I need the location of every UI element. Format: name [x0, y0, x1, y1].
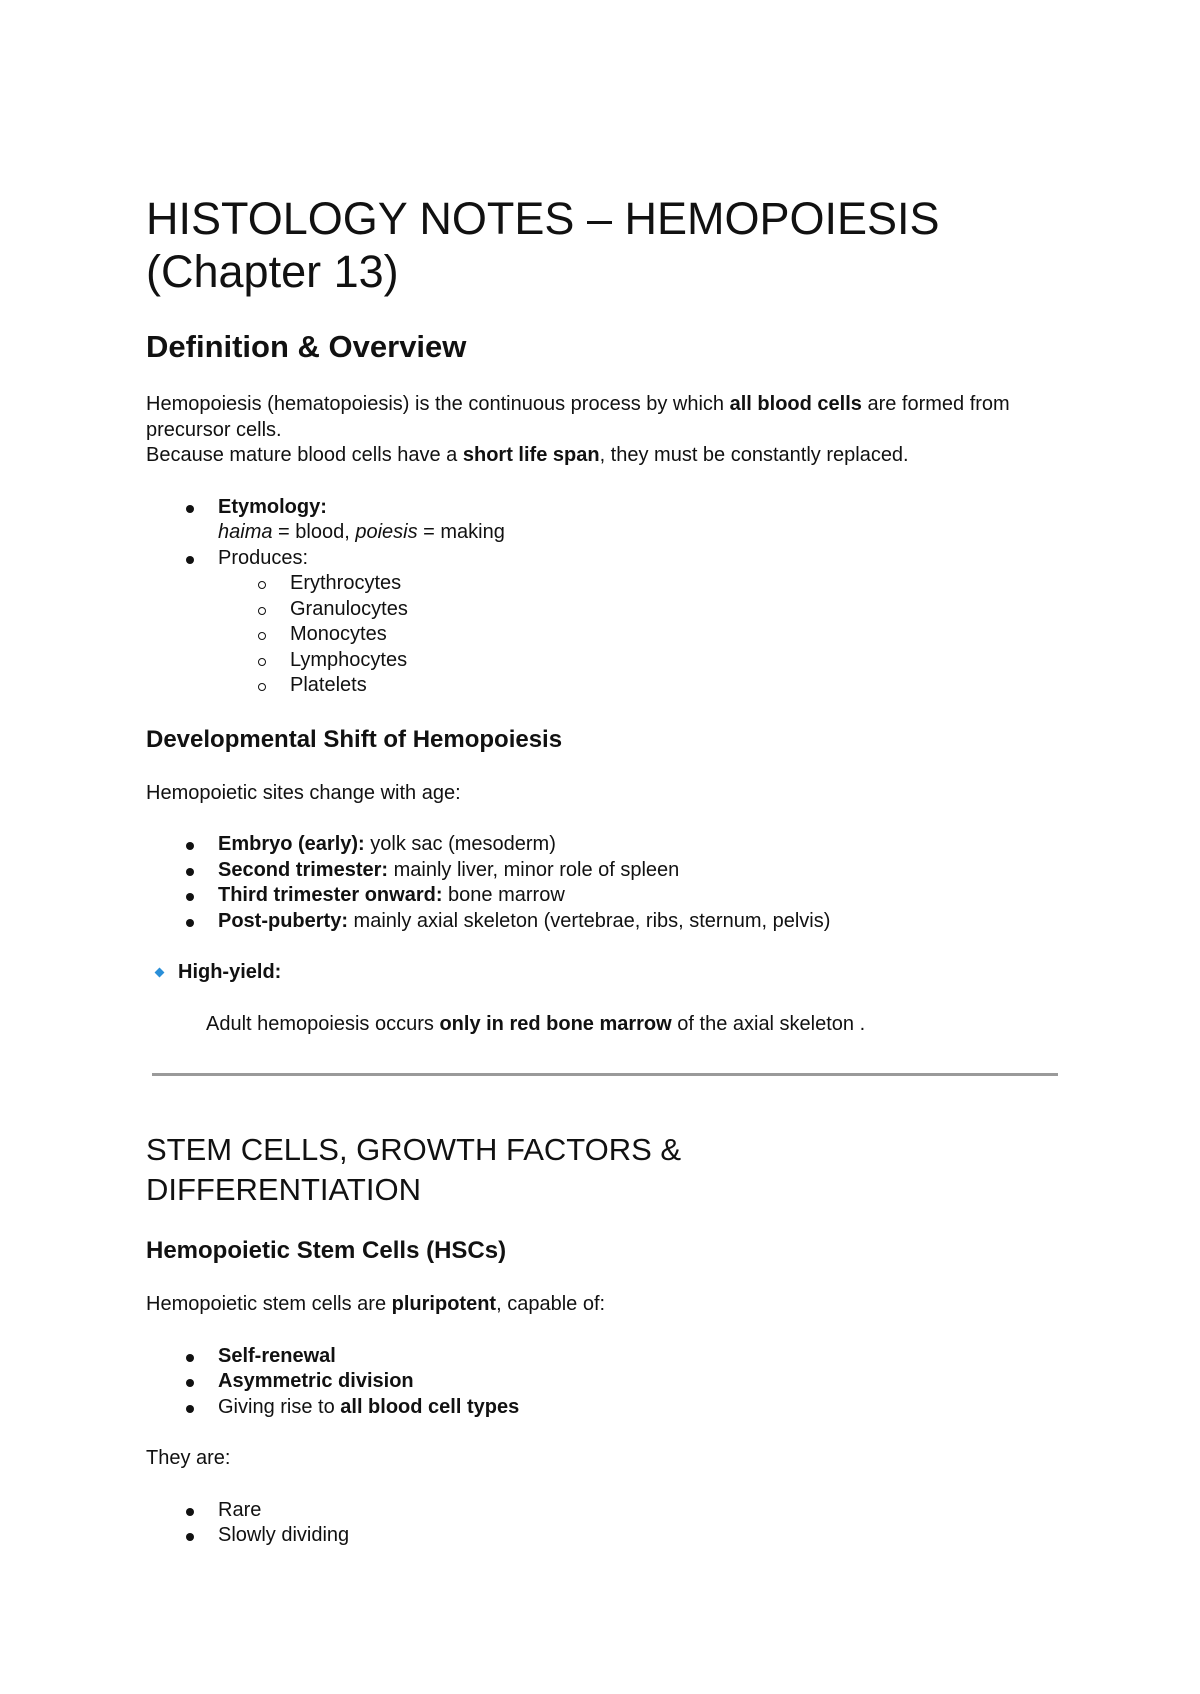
- hsc-capabilities-list: [146, 1344, 1066, 1421]
- bullet-dot-icon: [186, 1354, 194, 1362]
- bullet-dot-icon: [186, 556, 194, 564]
- document-title-line2: (Chapter 13): [146, 246, 399, 297]
- list-item: [218, 673, 1066, 699]
- etymology-poiesis-def: = making: [417, 521, 505, 543]
- produces-text: Lymphocytes: [290, 648, 408, 671]
- stage-text: bone marrow: [442, 884, 565, 906]
- etymology-haima: haima: [218, 521, 273, 543]
- high-yield-callout: [146, 960, 1066, 986]
- bullet-ring-icon: [258, 632, 266, 640]
- produces-sublist: [218, 571, 1066, 699]
- bullet-ring-icon: [258, 658, 266, 666]
- stage-label: Post-puberty:: [218, 909, 348, 932]
- capability-text: Giving rise to: [218, 1395, 341, 1418]
- high-yield-text1: Adult hemopoiesis occurs: [206, 1012, 440, 1035]
- list-item: [218, 622, 1066, 648]
- definition-text1: Hemopoiesis (hematopoiesis) is the continuous process by which: [146, 393, 730, 415]
- hsc-heading: Hemopoietic Stem Cells (HSCs): [146, 1237, 507, 1264]
- stage-text: mainly liver, minor role of spleen: [388, 858, 680, 881]
- definition-bold1: all blood cells: [729, 393, 862, 415]
- definition-line1: [146, 392, 1066, 443]
- etymology-poiesis: poiesis: [355, 521, 418, 543]
- list-item: [218, 597, 1066, 623]
- stage-label: Third trimester onward:: [218, 884, 443, 906]
- hsc-intro-text2: , capable of:: [496, 1293, 606, 1315]
- developmental-shift-heading: Developmental Shift of Hemopoiesis: [146, 725, 563, 753]
- developmental-list: [146, 832, 1066, 934]
- bullet-dot-icon: [186, 1508, 194, 1516]
- hsc-intro: [146, 1292, 1066, 1318]
- bullet-ring-icon: [258, 581, 266, 589]
- produces-label: Produces:: [218, 546, 309, 569]
- definition-paragraph: [146, 392, 1066, 469]
- list-item: [146, 1395, 1066, 1421]
- list-item: [146, 883, 1066, 909]
- produces-text: Granulocytes: [290, 597, 408, 620]
- produces-item: [146, 546, 1066, 699]
- stem-cells-title-line2: DIFFERENTIATION: [146, 1172, 421, 1207]
- list-item: [218, 648, 1066, 674]
- stem-cells-title: [146, 1130, 1066, 1210]
- hsc-intro-text1: Hemopoietic stem cells are: [146, 1293, 392, 1315]
- trait-text: Slowly dividing: [218, 1524, 350, 1546]
- definition-text2: are formed from precursor cells.: [146, 393, 1010, 441]
- they-are-text: They are:: [146, 1447, 231, 1469]
- produces-text: Platelets: [290, 674, 367, 696]
- bullet-dot-icon: [186, 505, 194, 513]
- hsc-intro-bold: pluripotent: [391, 1293, 497, 1315]
- document-title-line1: HISTOLOGY NOTES – HEMOPOIESIS: [146, 193, 940, 244]
- etymology-haima-def: = blood,: [272, 521, 356, 543]
- high-yield-label: High-yield:: [178, 961, 282, 983]
- list-item: [146, 1344, 1066, 1370]
- bullet-dot-icon: [186, 868, 194, 876]
- list-item: [146, 1523, 1066, 1549]
- list-item: [146, 909, 1066, 935]
- definition-text3: Because mature blood cells have a: [146, 444, 463, 466]
- high-yield-bold: only in red bone marrow: [439, 1012, 672, 1035]
- etymology-label: Etymology:: [218, 495, 327, 518]
- list-item: [146, 858, 1066, 884]
- bullet-dot-icon: [186, 1533, 194, 1541]
- bullet-dot-icon: [186, 1379, 194, 1387]
- list-item: [218, 571, 1066, 597]
- bullet-ring-icon: [258, 683, 266, 691]
- definition-line2: [146, 443, 1066, 469]
- list-item: [146, 1498, 1066, 1524]
- diamond-icon: [155, 968, 165, 978]
- produces-text: Erythrocytes: [290, 572, 402, 594]
- developmental-intro: Hemopoietic sites change with age:: [146, 781, 461, 804]
- list-item: [146, 1369, 1066, 1395]
- capability-bold: all blood cell types: [340, 1395, 520, 1418]
- definition-heading: Definition & Overview: [146, 329, 467, 364]
- capability-text: Self-renewal: [218, 1344, 336, 1367]
- bullet-ring-icon: [258, 607, 266, 615]
- stage-label: Embryo (early):: [218, 833, 365, 855]
- document-title: [146, 192, 1066, 298]
- capability-text: Asymmetric division: [218, 1370, 414, 1392]
- bullet-dot-icon: [186, 1405, 194, 1413]
- hsc-traits-list: [146, 1498, 1066, 1549]
- section-divider: [152, 1073, 1058, 1076]
- trait-text: Rare: [218, 1498, 262, 1521]
- high-yield-text: [146, 1012, 1066, 1038]
- produces-text: Monocytes: [290, 623, 387, 645]
- etymology-item: [146, 495, 1066, 546]
- definition-bold2: short life span: [462, 444, 600, 466]
- list-item: [146, 832, 1066, 858]
- bullet-dot-icon: [186, 842, 194, 850]
- stem-cells-title-line1: STEM CELLS, GROWTH FACTORS &: [146, 1132, 682, 1167]
- stage-label: Second trimester:: [218, 858, 389, 881]
- overview-list: [146, 495, 1066, 699]
- bullet-dot-icon: [186, 893, 194, 901]
- definition-text4: , they must be constantly replaced.: [599, 444, 909, 466]
- document-content: [146, 192, 1066, 1575]
- stage-text: mainly axial skeleton (vertebrae, ribs, sternum, pelvis): [348, 909, 831, 932]
- bullet-dot-icon: [186, 919, 194, 927]
- high-yield-text2: of the axial skeleton .: [671, 1012, 866, 1035]
- stage-text: yolk sac (mesoderm): [364, 833, 556, 855]
